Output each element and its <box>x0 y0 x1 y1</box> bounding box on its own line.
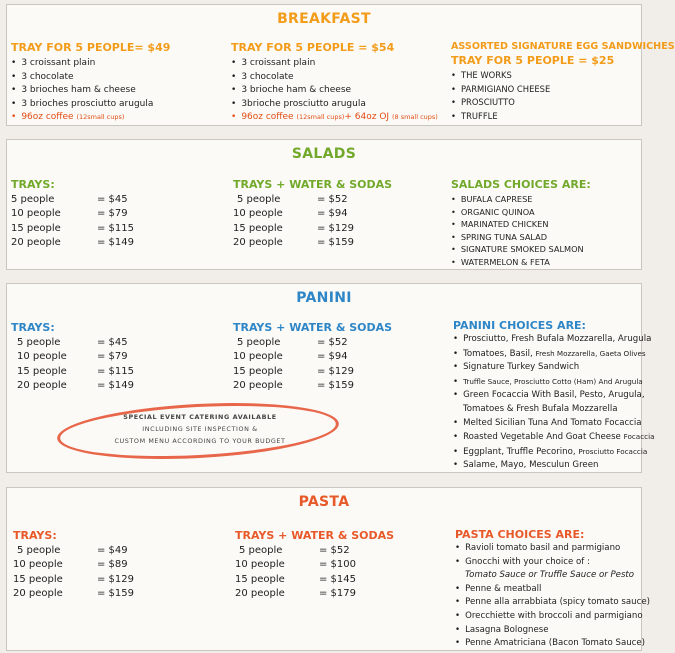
people-count: 15 people <box>13 573 63 585</box>
list-item <box>453 375 655 390</box>
people-count: 10 people <box>233 351 283 363</box>
list-item <box>453 361 655 375</box>
special-event-line-2: INCLUDING SITE INSPECTION & <box>142 425 258 433</box>
list-item <box>453 417 655 431</box>
list-item: • 3 brioche ham & cheese <box>231 84 438 98</box>
price: = $159 <box>317 379 355 391</box>
people-count: 5 people <box>237 337 281 348</box>
people-count: 5 people <box>237 194 281 205</box>
people-count: 20 people <box>233 236 283 248</box>
list-item: • 3 croissant plain <box>231 57 438 71</box>
people-count: 15 people <box>17 365 67 377</box>
price: = $129 <box>317 222 355 234</box>
special-event-line-3: CUSTOM MENU ACCORDING TO YOUR BUDGET <box>114 437 286 445</box>
people-count: 10 people <box>11 208 61 220</box>
salads-section <box>6 139 642 270</box>
list-item-continuation <box>455 569 650 583</box>
price: = $149 <box>97 379 135 391</box>
breakfast-tray-1 <box>11 41 170 125</box>
list-item: • THE WORKS <box>451 69 675 83</box>
pasta-trays <box>13 529 193 601</box>
list-item: • WATERMELON & FETA <box>451 256 591 269</box>
list-item: • 3 chocolate <box>11 71 170 85</box>
list-item <box>455 610 650 624</box>
coffee-note: (12small cups) <box>76 113 125 122</box>
choice-main: Prosciutto, Fresh Bufala Mozzarella, Arugula <box>463 334 652 344</box>
pasta-title: PASTA <box>298 494 350 510</box>
breakfast-tray-2 <box>231 41 438 125</box>
people-count: 5 people <box>239 545 283 556</box>
people-count: 20 people <box>17 379 67 391</box>
coffee-note: (12small cups) <box>296 113 345 122</box>
list-item: • 3 brioches ham & cheese <box>11 84 170 98</box>
pasta-choices-heading: PASTA CHOICES ARE: <box>455 528 585 541</box>
list-item <box>453 389 655 403</box>
panini-water-heading: TRAYS + WATER & SODAS <box>233 321 393 334</box>
pasta-water-sodas <box>235 529 435 601</box>
people-count: 15 people <box>235 573 285 585</box>
choice-main: Roasted Vegetable And Goat Cheese <box>463 432 621 443</box>
choice-main: Ravioli tomato basil and parmigiano <box>465 543 621 553</box>
price-row <box>239 544 435 558</box>
choice-detail: Fresh Mozzarella, Gaeta Olives <box>535 348 646 358</box>
price: = $115 <box>97 222 135 234</box>
list-item: • 3 chocolate <box>231 71 438 85</box>
oj-label: + 64oz OJ <box>344 112 390 123</box>
panini-water-sodas <box>233 321 433 393</box>
panini-title: PANINI <box>296 290 352 306</box>
price-row <box>235 587 435 601</box>
list-item: • PARMIGIANO CHEESE <box>451 83 675 97</box>
list-item: • SPRING TUNA SALAD <box>451 231 591 244</box>
price: = $100 <box>319 559 357 571</box>
salads-choices-heading: SALADS CHOICES ARE: <box>451 178 591 191</box>
people-count: 20 people <box>235 587 285 599</box>
list-item <box>455 596 650 610</box>
price: = $145 <box>319 573 357 585</box>
salads-choices <box>451 178 591 269</box>
oj-note: (8 small cups) <box>391 113 438 122</box>
choice-main: Gnocchi with your choice of : <box>465 556 590 567</box>
choice-main: Penne Amatriciana (Bacon Tomato Sauce) <box>465 638 646 649</box>
price-row <box>235 558 435 572</box>
pasta-trays-heading: TRAYS: <box>13 529 57 542</box>
salads-title: SALADS <box>291 146 357 162</box>
list-item: • BUFALA CAPRESE <box>451 193 591 206</box>
coffee-item <box>11 111 170 125</box>
choice-main: Melted Sicilian Tuna And Tomato Focaccia <box>463 417 642 428</box>
price: = $94 <box>317 351 348 363</box>
price-row <box>11 236 191 250</box>
choice-detail: Focaccia <box>623 432 655 442</box>
price-row <box>233 222 433 236</box>
list-item: • ORGANIC QUINOA <box>451 206 591 219</box>
list-item <box>455 542 650 556</box>
price-row <box>13 558 193 572</box>
special-event-line-1: SPECIAL EVENT CATERING AVAILABLE <box>123 413 277 421</box>
price-row <box>233 350 433 364</box>
price-row <box>233 379 433 393</box>
choice-main: Penne & meatball <box>465 583 542 594</box>
price-row <box>233 207 433 221</box>
salads-water-sodas <box>233 178 433 250</box>
panini-trays-heading: TRAYS: <box>11 321 55 334</box>
price-row <box>17 365 191 379</box>
price: = $89 <box>97 559 128 571</box>
choice-main: Salame, Mayo, Mesculun Green <box>463 460 599 471</box>
list-item: • TRUFFLE <box>451 110 675 124</box>
choice-main: Tomatoes, Basil, <box>463 348 533 359</box>
list-item: • 3brioche prosciutto arugula <box>231 98 438 112</box>
people-count: 15 people <box>233 222 283 234</box>
list-item: • MARINATED CHICKEN <box>451 218 591 231</box>
people-count: 15 people <box>233 365 283 377</box>
breakfast-title: BREAKFAST <box>277 11 371 27</box>
price: = $52 <box>317 194 348 205</box>
choice-main: Lasagna Bolognese <box>465 624 549 635</box>
list-item <box>455 556 650 570</box>
price: = $115 <box>97 365 135 377</box>
list-item <box>453 347 655 362</box>
list-item <box>455 583 650 597</box>
breakfast-tray-1-heading: TRAY FOR 5 PEOPLE= $49 <box>11 41 171 54</box>
coffee-item <box>231 111 438 125</box>
price: = $129 <box>317 365 355 377</box>
choice-main: Penne alla arrabbiata (spicy tomato sauce) <box>465 597 650 608</box>
list-item <box>453 445 655 460</box>
price: = $45 <box>97 337 128 348</box>
price: = $159 <box>317 236 355 248</box>
price: = $179 <box>319 587 357 599</box>
list-item <box>455 637 650 651</box>
panini-choices-heading: PANINI CHOICES ARE: <box>453 319 586 332</box>
price-row <box>11 207 191 221</box>
price-row <box>233 236 433 250</box>
price-row <box>13 587 193 601</box>
price: = $52 <box>319 545 350 556</box>
price-row <box>13 573 193 587</box>
list-item: • 3 brioches prosciutto arugula <box>11 98 170 112</box>
list-item <box>453 333 655 347</box>
list-item: • 3 croissant plain <box>11 57 170 71</box>
people-count: 20 people <box>13 587 63 599</box>
price: = $159 <box>97 587 135 599</box>
price: = $149 <box>97 236 135 248</box>
people-count: 20 people <box>233 379 283 391</box>
choice-main: Eggplant, Truffle Pecorino, <box>463 446 576 457</box>
list-item-continuation <box>453 403 655 417</box>
price-row <box>17 336 191 350</box>
choice-main: Orecchiette with broccoli and parmigiano <box>465 610 643 621</box>
list-item <box>453 430 655 445</box>
choice-main: Signature Turkey Sandwich <box>463 362 580 373</box>
price-row <box>237 193 433 207</box>
people-count: 10 people <box>13 559 63 571</box>
price: = $45 <box>97 194 128 205</box>
pasta-water-heading: TRAYS + WATER & SODAS <box>235 529 395 542</box>
price: = $79 <box>97 208 128 220</box>
breakfast-egg-sandwiches <box>451 41 675 123</box>
people-count: 20 people <box>11 236 61 248</box>
price-row <box>17 544 193 558</box>
panini-choices <box>453 319 655 473</box>
price: = $52 <box>317 337 348 348</box>
pasta-section <box>6 487 650 651</box>
breakfast-section <box>6 4 675 126</box>
people-count: 15 people <box>11 222 61 234</box>
choice-main: Green Focaccia With Basil, Pesto, Arugula, <box>463 390 645 401</box>
salads-water-heading: TRAYS + WATER & SODAS <box>233 178 393 191</box>
coffee-label: 96oz coffee <box>21 112 74 123</box>
people-count: 10 people <box>233 208 283 220</box>
price: = $79 <box>97 351 128 363</box>
breakfast-tray-2-heading: TRAY FOR 5 PEOPLE = $54 <box>231 41 395 54</box>
choice-main: Tomatoes & Fresh Bufala Mozzarella <box>463 403 618 414</box>
list-item <box>453 459 655 473</box>
price: = $94 <box>317 208 348 220</box>
people-count: 5 people <box>11 194 55 205</box>
choice-detail: Truffle Sauce, Prosciutto Cotto (Ham) And Arugula <box>463 376 643 386</box>
special-event-note <box>70 411 330 447</box>
list-item: • SIGNATURE SMOKED SALMON <box>451 243 591 256</box>
salads-trays-heading: TRAYS: <box>11 178 55 191</box>
price-row <box>237 336 433 350</box>
price: = $49 <box>97 545 128 556</box>
coffee-label: 96oz coffee <box>241 112 294 123</box>
price-row <box>235 573 435 587</box>
people-count: 5 people <box>17 545 61 556</box>
price-row <box>11 193 191 207</box>
people-count: 5 people <box>17 337 61 348</box>
people-count: 10 people <box>235 559 285 571</box>
pasta-choices <box>455 528 650 651</box>
price-row <box>17 379 191 393</box>
egg-sandwiches-tray-heading: TRAY FOR 5 PEOPLE = $25 <box>451 54 615 67</box>
salads-trays <box>11 178 191 250</box>
choice-detail: Prosciutto Focaccia <box>578 446 648 456</box>
panini-trays <box>11 321 191 393</box>
price-row <box>11 222 191 236</box>
egg-sandwiches-heading: ASSORTED SIGNATURE EGG SANDWICHES <box>451 41 675 52</box>
people-count: 10 people <box>17 351 67 363</box>
choice-detail: Tomato Sauce or Truffle Sauce or Pesto <box>465 570 635 581</box>
list-item <box>455 624 650 638</box>
price-row <box>17 350 191 364</box>
list-item: • PROSCIUTTO <box>451 96 675 110</box>
price: = $129 <box>97 573 135 585</box>
price-row <box>233 365 433 379</box>
